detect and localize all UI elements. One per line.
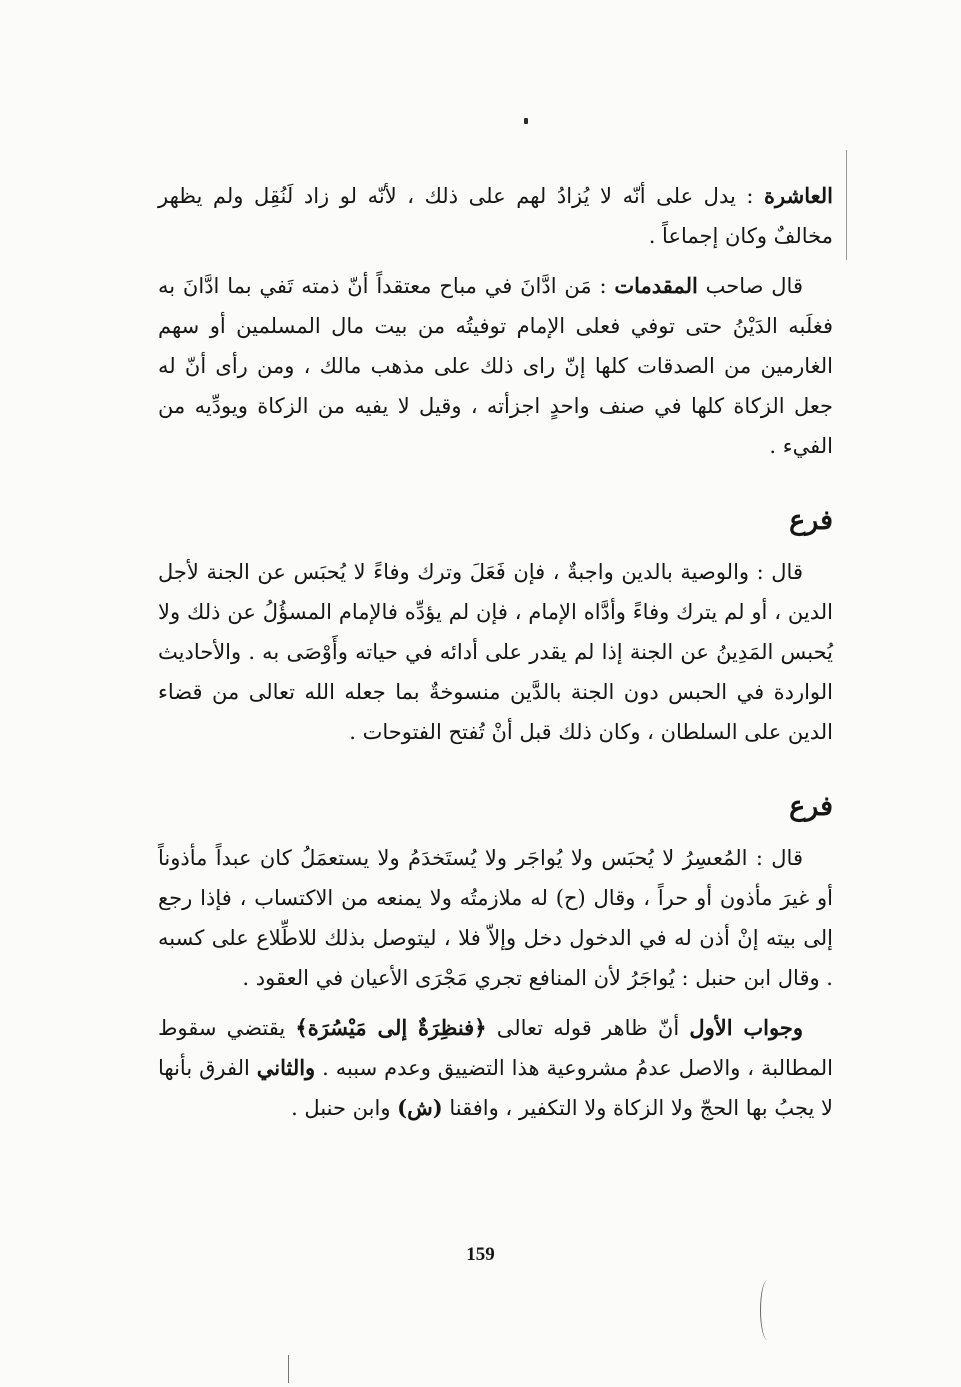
paragraph-text: : يدل على أنّه لا يُزادُ لهم على ذلك ، لأنّه لو زاد لَنُقِل ولم يظهر مخالفٌ وكان إجماعاً .: [158, 184, 833, 248]
section-lead: العاشرة: [764, 183, 833, 208]
school-abbreviation: (ش): [397, 1095, 443, 1120]
paragraph-answer: [158, 1008, 833, 1128]
margin-bracket-mark: [760, 1280, 775, 1340]
page-edge-mark-bottom: [288, 1355, 289, 1383]
page-edge-mark: [846, 150, 847, 260]
paragraph-text: وابن حنبل .: [291, 1096, 398, 1120]
paragraph-text: : مَن ادَّانَ في مباح معتقداً أنّ ذمته تَفي بما ادَّانَ به فغلَبه الدَيْنُ حتى توفي فعلى الإمام توفيتُه من بيت مال المسلمين أو سهم الغارمين من الصدقات كلها إنّ راى ذلك على مذهب مالك ، ومن رأى أنّ له جعل الزكاة كلها في صنف واحدٍ اجزأته ، وقيل لا يفيه من الزكاة ويودِّيه من الفيء .: [158, 274, 833, 458]
paragraph-tenth: [158, 176, 833, 256]
book-title: المقدمات: [614, 273, 698, 298]
section-lead: والثاني: [256, 1055, 316, 1080]
paragraph-musir: قال : المُعسِرُ لا يُحبَس ولا يُواجَر ولا يُستَخدَمُ ولا يستعمَلُ كان عبداً مأذوناً أو غيرَ مأذون أو حراً ، وقال (ح) له ملازمتُه ولا يمنعه من الاكتساب ، فإذا رجع إلى بيته إنْ أذن له في الدخول دخل وإلاّ فلا ، ليتوصل بذلك للاطِّلاع على كسبه . وقال ابن حنبل : يُواجَرُ لأن المنافع تجري مَجْرَى الأعيان في العقود .: [158, 846, 833, 990]
paragraph-wasiyya: قال : والوصية بالدين واجبةٌ ، فإن فَعَلَ وترك وفاءً لا يُحبَس عن الجنة لأجل الدين ، أو لم يترك وفاءً وأدَّاه الإمام ، فإن لم يؤدِّه فالإمام المسؤُلُ عن ذلك ولا يُحبس المَدِينُ عن الجنة إذا لم يقدر على أدائه في حياته وأَوْصَى به . والأحاديث الواردة في الحبس دون الجنة بالدَّين منسوخةٌ بما جعله الله تعالى من قضاء الدين على السلطان ، وكان ذلك قبل أنْ تُفتح الفتوحات .: [158, 560, 833, 744]
section-lead: وجواب الأول: [689, 1015, 803, 1040]
section-heading-far: فرع: [789, 505, 833, 536]
section-heading-far: فرع: [789, 791, 833, 822]
page-number: 159: [466, 1244, 495, 1265]
paragraph-prefix: قال صاحب: [697, 274, 803, 298]
page-body: [158, 176, 833, 1128]
quran-quote: ﴿فنظِرَةٌ إلى مَيْسُرَة﴾: [295, 1015, 487, 1040]
scan-speck: [524, 118, 528, 124]
paragraph-muqaddimat: [158, 266, 833, 466]
paragraph-text: أنّ ظاهر قوله تعالى: [486, 1016, 690, 1040]
paragraph-text: الفرق بأنها لا يجبُ بها الحجّ ولا الزكاة ولا التكفير ، وافقنا: [158, 1056, 833, 1120]
paragraph-text: يقتضي سقوط المطالبة ، والاصل عدمُ مشروعية هذا التضييق وعدم سببه .: [158, 1016, 833, 1080]
